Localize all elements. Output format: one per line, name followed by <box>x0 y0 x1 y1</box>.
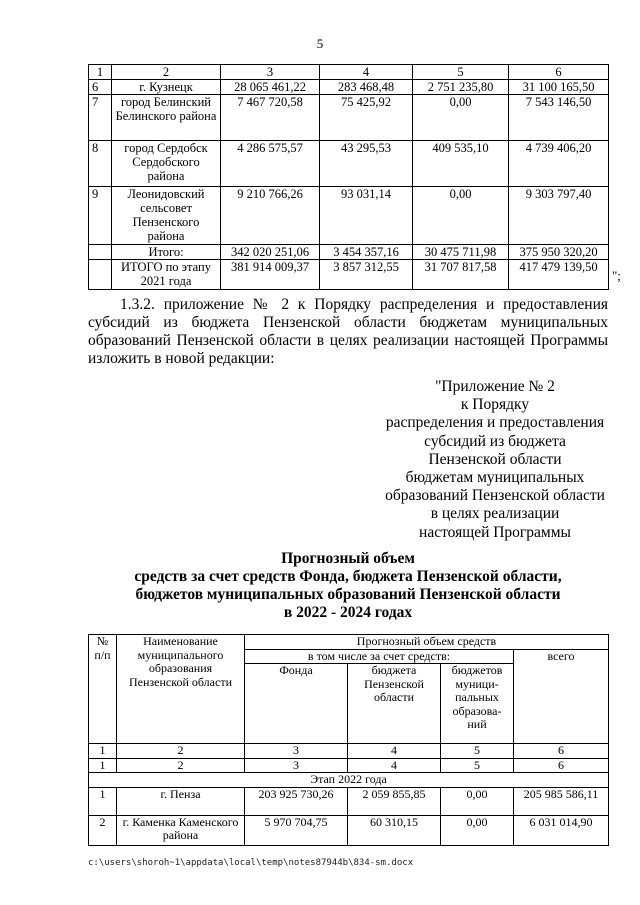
total-amount: 375 950 320,20 <box>509 245 609 260</box>
paragraph-line: изложить в новой редакции: <box>88 350 275 367</box>
municipal-amount: 409 535,10 <box>413 141 509 187</box>
fund-amount: 203 925 730,26 <box>245 787 348 815</box>
appendix-line: к Порядку <box>460 396 530 414</box>
closing-quote: "; <box>612 268 621 283</box>
header-region-budget: бюджета Пензенской области <box>348 664 441 744</box>
appendix-line: бюджетам муниципальных <box>405 469 585 487</box>
appendix-line: в целях реализации <box>430 505 560 523</box>
table-row <box>89 95 609 141</box>
column-number-row <box>89 744 609 759</box>
file-path-footer: c:\users\shoroh~1\appdata\local\temp\notes87944b\834-sm.docx <box>88 858 414 868</box>
region-amount: 60 310,15 <box>348 815 441 845</box>
municipal-amount: 31 707 817,58 <box>413 260 509 290</box>
row-number: 8 <box>89 141 112 187</box>
stage-row <box>89 773 609 788</box>
total-amount: 9 303 797,40 <box>509 187 609 245</box>
col-4: 4 <box>348 758 441 773</box>
header-fund: Фонда <box>245 664 348 744</box>
total-amount: 4 739 406,20 <box>509 141 609 187</box>
row-number: 2 <box>89 815 117 845</box>
municipality-name: г. Пенза <box>117 787 245 815</box>
stage-label: Этап 2022 года <box>89 773 609 788</box>
region-amount: 3 857 312,55 <box>320 260 413 290</box>
appendix-line: настоящей Программы <box>419 523 571 541</box>
row-number: 6 <box>89 80 112 95</box>
region-amount: 2 059 855,85 <box>348 787 441 815</box>
municipal-amount: 0,00 <box>413 95 509 141</box>
table-row <box>89 815 609 845</box>
col-3: 3 <box>221 65 320 80</box>
col-2: 2 <box>117 744 245 759</box>
municipal-amount: 2 751 235,80 <box>413 80 509 95</box>
appendix-line: Пензенской области <box>428 450 562 468</box>
col-5: 5 <box>413 65 509 80</box>
page-number: 5 <box>316 36 324 51</box>
appendix-line: образований Пензенской области <box>385 487 605 505</box>
amendment-paragraph <box>88 296 608 368</box>
col-2: 2 <box>112 65 221 80</box>
table-row <box>89 187 609 245</box>
appendix-line: "Приложение № 2 <box>435 378 555 395</box>
row-number: 1 <box>89 787 117 815</box>
paragraph-line: субсидий из бюджета Пензенской области бюджетам муниципальных <box>88 314 608 331</box>
fund-amount: 28 065 461,22 <box>221 80 320 95</box>
municipality-name: г. Каменка Каменского района <box>117 815 245 845</box>
col-1: 1 <box>89 744 117 759</box>
municipality-name: город Белинский Белинского района <box>112 95 221 141</box>
row-number: 7 <box>89 95 112 141</box>
total-amount: 6 031 014,90 <box>514 815 609 845</box>
fund-amount: 4 286 575,57 <box>221 141 320 187</box>
col-3: 3 <box>245 758 348 773</box>
region-amount: 283 468,48 <box>320 80 413 95</box>
total-amount: 205 985 586,11 <box>514 787 609 815</box>
municipal-amount: 30 475 711,98 <box>413 245 509 260</box>
col-3: 3 <box>245 744 348 759</box>
municipal-amount: 0,00 <box>441 815 514 845</box>
header-municipal-budgets: бюджетов муници-пальных образова-ний <box>441 664 514 744</box>
column-number-row <box>89 758 609 773</box>
header-total: всего <box>514 649 609 744</box>
subsidy-table-2021 <box>88 64 609 290</box>
header-number: № п/п <box>89 635 117 744</box>
appendix-line: субсидий из бюджета <box>424 432 566 450</box>
region-amount: 93 031,14 <box>320 187 413 245</box>
fund-amount: 7 467 720,58 <box>221 95 320 141</box>
title-line: в 2022 - 2024 годах <box>283 604 413 621</box>
municipality-name: город Сердобск Сердобского района <box>112 141 221 187</box>
municipal-amount: 0,00 <box>413 187 509 245</box>
header-including: в том числе за счет средств: <box>245 649 514 664</box>
municipality-name: Леонидовский сельсовет Пензенского района <box>112 187 221 245</box>
col-6: 6 <box>514 744 609 759</box>
total-amount: 7 543 146,50 <box>509 95 609 141</box>
total-amount: 31 100 165,50 <box>509 80 609 95</box>
fund-amount: 342 020 251,06 <box>221 245 320 260</box>
appendix-heading <box>355 378 635 542</box>
region-amount: 43 295,53 <box>320 141 413 187</box>
col-4: 4 <box>348 744 441 759</box>
region-amount: 3 454 357,16 <box>320 245 413 260</box>
subtotal-row <box>89 245 609 260</box>
paragraph-line: образований Пензенской области в целях реализации настоящей Программы <box>88 332 608 349</box>
header-forecast: Прогнозный объем средств <box>245 635 609 650</box>
paragraph-line: 1.3.2. приложение № 2 к Порядку распределения и предоставления <box>120 296 608 313</box>
municipal-amount: 0,00 <box>441 787 514 815</box>
subtotal-label: Итого: <box>112 245 221 260</box>
title-line: средств за счет средств Фонда, бюджета Пензенской области, <box>134 568 562 585</box>
table-row <box>89 141 609 187</box>
appendix-line: распределения и предоставления <box>385 414 605 432</box>
title-line: Прогнозный объем <box>281 550 415 567</box>
table-header-row <box>89 65 609 80</box>
table-header-row <box>89 635 609 650</box>
fund-amount: 381 914 009,37 <box>221 260 320 290</box>
col-5: 5 <box>441 744 514 759</box>
grand-total-row <box>89 260 609 290</box>
fund-amount: 9 210 766,26 <box>221 187 320 245</box>
col-6: 6 <box>514 758 609 773</box>
municipality-name: г. Кузнецк <box>112 80 221 95</box>
grand-total-label: ИТОГО по этапу 2021 года <box>112 260 221 290</box>
col-6: 6 <box>509 65 609 80</box>
region-amount: 75 425,92 <box>320 95 413 141</box>
document-title <box>88 550 608 622</box>
col-2: 2 <box>117 758 245 773</box>
table-row <box>89 787 609 815</box>
forecast-table-2022-2024 <box>88 634 609 846</box>
col-4: 4 <box>320 65 413 80</box>
col-5: 5 <box>441 758 514 773</box>
title-line: бюджетов муниципальных образований Пензенской области <box>135 586 561 603</box>
header-municipality: Наименование муниципального образования Пензенской области <box>117 635 245 744</box>
total-amount: 417 479 139,50 <box>509 260 609 290</box>
row-number: 9 <box>89 187 112 245</box>
table-row <box>89 80 609 95</box>
col-1: 1 <box>89 65 112 80</box>
fund-amount: 5 970 704,75 <box>245 815 348 845</box>
col-1: 1 <box>89 758 117 773</box>
